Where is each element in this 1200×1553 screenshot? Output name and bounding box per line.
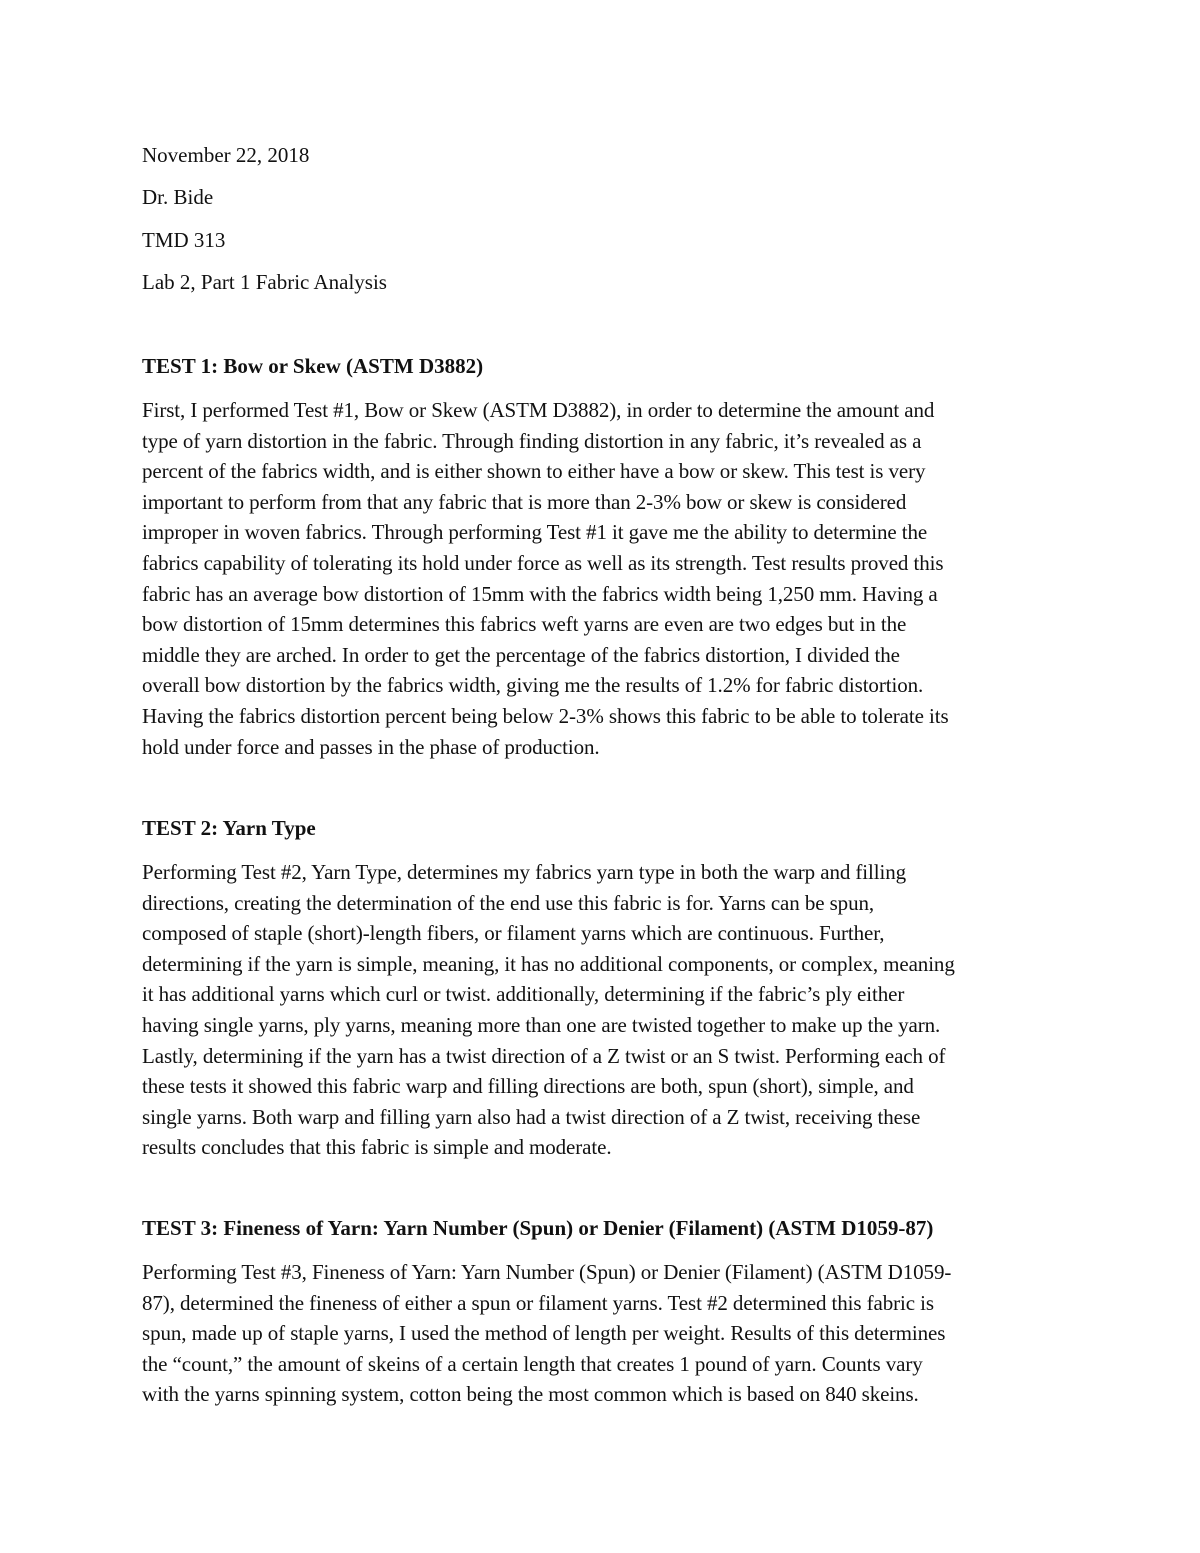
paragraph-line: Having the fabrics distortion percent being below 2-3% shows this fabric to be able to tolerate its <box>142 703 949 728</box>
paragraph-line: improper in woven fabrics. Through performing Test #1 it gave me the ability to determine the <box>142 520 928 545</box>
paragraph-line: these tests it showed this fabric warp and filling directions are both, spun (short), simple, and <box>142 1074 914 1099</box>
paragraph-line: having single yarns, ply yarns, meaning more than one are twisted together to make up the yarn. <box>142 1012 941 1037</box>
paragraph-line: single yarns. Both warp and filling yarn also had a twist direction of a Z twist, receiving these <box>142 1104 921 1129</box>
paragraph-line: percent of the fabrics width, and is either shown to either have a bow or skew. This test is very <box>142 459 926 484</box>
course-line: TMD 313 <box>142 228 226 252</box>
section-test-3 <box>142 1216 1062 1410</box>
section-paragraph <box>142 1257 1062 1410</box>
section-test-2 <box>142 816 1062 1163</box>
paragraph-line: fabrics capability of tolerating its hold under force as well as its strength. Test results proved this <box>142 550 944 575</box>
paragraph-line: Lastly, determining if the yarn has a twist direction of a Z twist or an S twist. Performing each of <box>142 1043 946 1068</box>
paragraph-line: fabric has an average bow distortion of 15mm with the fabrics width being 1,250 mm. Having a <box>142 581 938 606</box>
section-heading: TEST 1: Bow or Skew (ASTM D3882) <box>142 354 484 378</box>
paragraph-line: determining if the yarn is simple, meaning, it has no additional components, or complex, meaning <box>142 951 955 976</box>
paragraph-line: the “count,” the amount of skeins of a certain length that creates 1 pound of yarn. Counts vary <box>142 1351 923 1376</box>
paragraph-line: type of yarn distortion in the fabric. Through finding distortion in any fabric, it’s revealed as a <box>142 428 922 453</box>
recipient-line: Dr. Bide <box>142 185 214 209</box>
paragraph-line: important to perform from that any fabric that is more than 2-3% bow or skew is considered <box>142 489 907 514</box>
section-heading: TEST 3: Fineness of Yarn: Yarn Number (Spun) or Denier (Filament) (ASTM D1059-87) <box>142 1216 934 1240</box>
paragraph-line: hold under force and passes in the phase of production. <box>142 734 600 759</box>
section-paragraph <box>142 395 1062 762</box>
paragraph-line: composed of staple (short)-length fibers, or filament yarns which are continuous. Further, <box>142 921 885 946</box>
paragraph-line: 87), determined the fineness of either a spun or filament yarns. Test #2 determined this fabric is <box>142 1290 934 1315</box>
paragraph-line: results concludes that this fabric is simple and moderate. <box>142 1135 612 1160</box>
section-test-1 <box>142 354 1062 762</box>
date-line: November 22, 2018 <box>142 143 310 167</box>
paragraph-line: Performing Test #3, Fineness of Yarn: Yarn Number (Spun) or Denier (Filament) (ASTM D1059- <box>142 1260 952 1284</box>
section-paragraph <box>142 857 1062 1163</box>
paragraph-line: bow distortion of 15mm determines this fabrics weft yarns are even are two edges but in the <box>142 612 907 637</box>
paragraph-line: it has additional yarns which curl or twist. additionally, determining if the fabric’s ply either <box>142 982 905 1007</box>
paragraph-line: spun, made up of staple yarns, I used the method of length per weight. Results of this determines <box>142 1321 946 1346</box>
paragraph-line: directions, creating the determination of the end use this fabric is for. Yarns can be spun, <box>142 890 875 915</box>
paragraph-line: with the yarns spinning system, cotton being the most common which is based on 840 skeins. <box>142 1382 919 1407</box>
paragraph-line: overall bow distortion by the fabrics width, giving me the results of 1.2% for fabric distortion. <box>142 673 924 698</box>
assignment-line: Lab 2, Part 1 Fabric Analysis <box>142 270 387 294</box>
paragraph-line: Performing Test #2, Yarn Type, determines my fabrics yarn type in both the warp and filling <box>142 860 907 884</box>
paragraph-line: middle they are arched. In order to get the percentage of the fabrics distortion, I divided the <box>142 642 900 667</box>
paragraph-line: First, I performed Test #1, Bow or Skew (ASTM D3882), in order to determine the amount and <box>142 398 935 422</box>
section-heading: TEST 2: Yarn Type <box>142 816 316 840</box>
